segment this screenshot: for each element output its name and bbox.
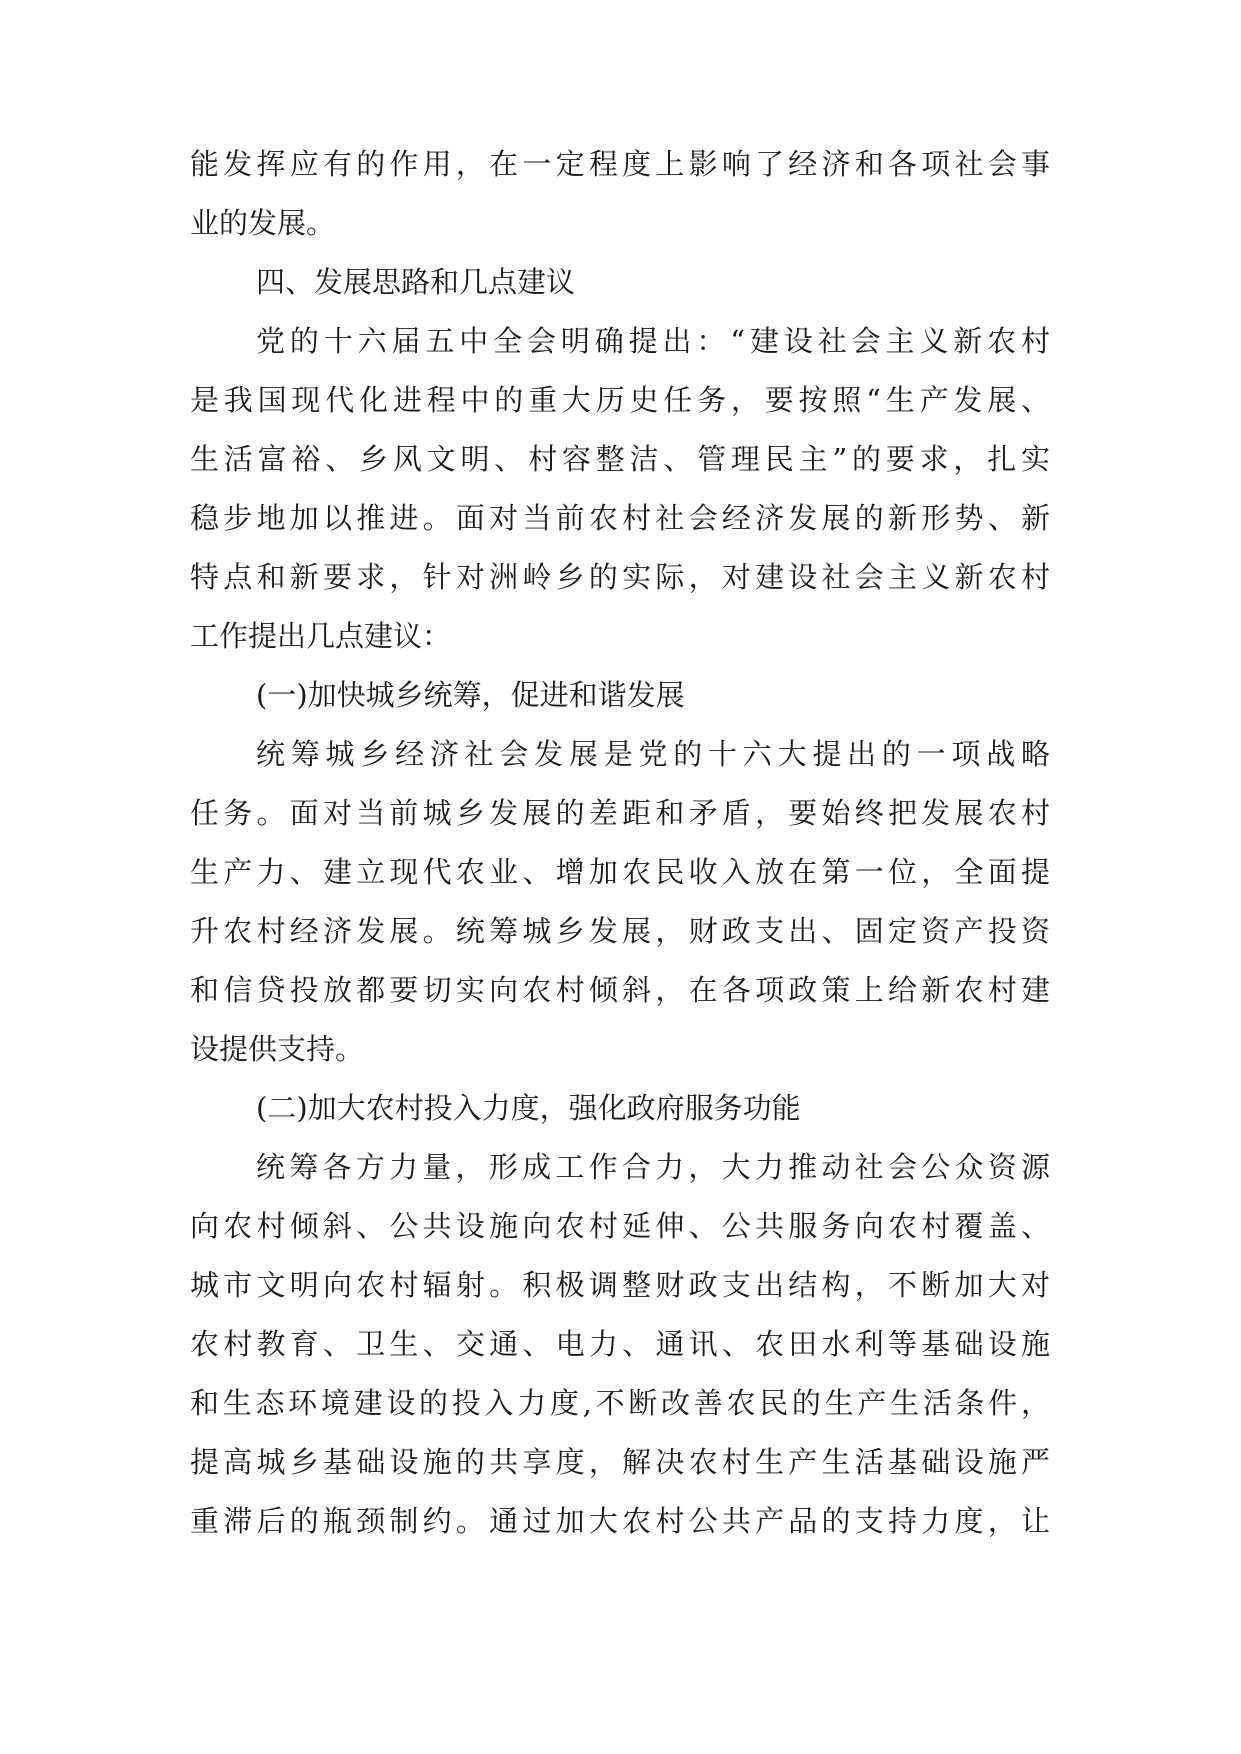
subsection-heading: (二)加大农村投入力度，强化政府服务功能 xyxy=(256,1091,801,1125)
body-text-line: 是我国现代化进程中的重大历史任务，要按照“生产发展、 xyxy=(190,383,1050,417)
body-text-line: 向农村倾斜、公共设施向农村延伸、公共服务向农村覆盖、 xyxy=(190,1209,1050,1243)
body-text-line: 生产力、建立现代农业、增加农民收入放在第一位，全面提 xyxy=(190,855,1050,889)
body-text-line: 农村教育、卫生、交通、电力、通讯、农田水利等基础设施 xyxy=(190,1327,1050,1361)
body-text-line: 生活富裕、乡风文明、村容整洁、管理民主”的要求，扎实 xyxy=(190,442,1050,476)
paragraph-first-line: 统筹城乡经济社会发展是党的十六大提出的一项战略 xyxy=(256,737,1050,771)
body-text-line: 和信贷投放都要切实向农村倾斜，在各项政策上给新农村建 xyxy=(190,973,1050,1007)
body-text-line: 工作提出几点建议： xyxy=(190,619,452,653)
body-text-line: 提高城乡基础设施的共享度，解决农村生产生活基础设施严 xyxy=(190,1445,1050,1479)
body-text-line: 任务。面对当前城乡发展的差距和矛盾，要始终把发展农村 xyxy=(190,796,1050,830)
body-text-line: 城市文明向农村辐射。积极调整财政支出结构，不断加大对 xyxy=(190,1268,1050,1302)
body-text-line: 稳步地加以推进。面对当前农村社会经济发展的新形势、新 xyxy=(190,501,1050,535)
body-text-line: 和生态环境建设的投入力度,不断改善农民的生产生活条件， xyxy=(190,1386,1050,1420)
section-heading: 四、发展思路和几点建议 xyxy=(256,265,576,299)
body-text-line: 业的发展。 xyxy=(190,206,336,240)
body-text-line: 升农村经济发展。统筹城乡发展，财政支出、固定资产投资 xyxy=(190,914,1050,948)
body-text-line: 设提供支持。 xyxy=(190,1032,365,1066)
paragraph-first-line: 党的十六届五中全会明确提出：“建设社会主义新农村 xyxy=(256,324,1050,358)
body-text-line: 重滞后的瓶颈制约。通过加大农村公共产品的支持力度，让 xyxy=(190,1504,1050,1538)
subsection-heading: (一)加快城乡统筹，促进和谐发展 xyxy=(256,678,685,712)
body-text-line: 能发挥应有的作用，在一定程度上影响了经济和各项社会事 xyxy=(190,147,1050,181)
body-text-line: 特点和新要求，针对洲岭乡的实际，对建设社会主义新农村 xyxy=(190,560,1050,594)
paragraph-first-line: 统筹各方力量，形成工作合力，大力推动社会公众资源 xyxy=(256,1150,1050,1184)
